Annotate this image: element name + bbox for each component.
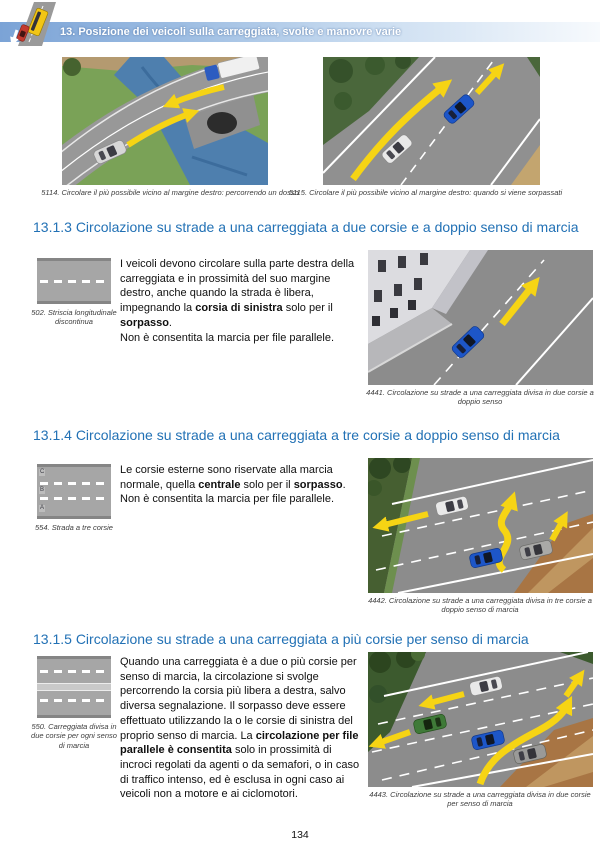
- figure-4443-caption: 4443. Circolazione su strade a una carreggiata divisa in due corsie per senso di marcia: [369, 790, 591, 809]
- sign-554-three-lanes: [37, 464, 111, 519]
- figure-4443-photo: [368, 652, 593, 787]
- figure-5115-photo: [323, 57, 540, 185]
- sign-550-dual-carriageway: [37, 656, 111, 718]
- sign-554-caption: 554. Strada a tre corsie: [35, 523, 113, 532]
- figure-5114-caption: 5114. Circolare il più possibile vicino al margine destro: percorrendo un dosso: [41, 188, 299, 197]
- sign-502-dashed-line: [37, 258, 111, 304]
- sign-502-caption: 502. Striscia longitudinale discontinua: [31, 308, 117, 327]
- section-13-1-4-body: [120, 463, 362, 507]
- lane-label-b: B: [40, 487, 45, 493]
- lane-label-c: C: [40, 469, 45, 475]
- figure-4442-caption: 4442. Circolazione su strade a una carreggiata divisa in tre corsie a doppio senso di marcia: [368, 596, 592, 615]
- paragraph: Le corsie esterne sono riservate alla marcia normale, quella centrale solo per il sorpasso.: [120, 464, 346, 491]
- paragraph: Quando una carreggiata è a due o più corsie per senso di marcia, la circolazione si svolge percorrendo la corsia più libera a destra, salvo diversa segnalazione. Il sorpasso deve essere effettuato utilizzando la o le corsie di sinistra del proprio senso di marcia. La circolazione per file parallele è consentita solo in prossimità di incroci regolati da agenti o da semafori, o in caso di traffico intenso, ed è esclusa in ogni caso ai veicoli non a motore e ai ciclomotori.: [120, 656, 360, 801]
- figure-5115-caption: 5115. Circolare il più possibile vicino al margine destro: quando si viene sorpassati: [288, 188, 563, 197]
- paragraph: I veicoli devono circolare sulla parte destra della carreggiata e in prossimità del suo margine destro, anche quando la strada è libera, impegnando la corsia di sinistra solo per il sorpasso.: [120, 258, 355, 329]
- figure-4442-photo: [368, 458, 593, 593]
- lane-label-a: A: [40, 505, 45, 511]
- section-13-1-3-title: 13.1.3 Circolazione su strade a una carreggiata a due corsie e a doppio senso di marcia: [33, 219, 579, 235]
- sign-550-caption: 550. Carreggiata divisa in due corsie per ogni senso di marcia: [31, 722, 117, 750]
- chapter-title: 13. Posizione dei veicoli sulla carreggiata, svolte e manovre varie: [60, 26, 402, 38]
- bridge-arch: [207, 112, 237, 134]
- road-with-bus-and-car-icon: [8, 2, 56, 46]
- chapter-banner: [0, 22, 600, 42]
- figure-4441-caption: 4441. Circolazione su strade a una carreggiata divisa in due corsie a doppio senso: [366, 388, 594, 407]
- paragraph: Non è consentita la marcia per file parallele.: [120, 331, 335, 344]
- page-number: 134: [291, 829, 309, 841]
- figure-4441-photo: [368, 250, 593, 385]
- section-13-1-5-title: 13.1.5 Circolazione su strade a una carreggiata a più corsie per senso di marcia: [33, 631, 529, 647]
- section-13-1-4-title: 13.1.4 Circolazione su strade a una carreggiata a tre corsie a doppio senso di marcia: [33, 427, 560, 443]
- section-13-1-3-body: [120, 257, 362, 345]
- section-13-1-5-body: [120, 655, 362, 802]
- paragraph: Non è consentita la marcia per file parallele.: [120, 493, 335, 506]
- figure-5114-photo: [62, 57, 268, 185]
